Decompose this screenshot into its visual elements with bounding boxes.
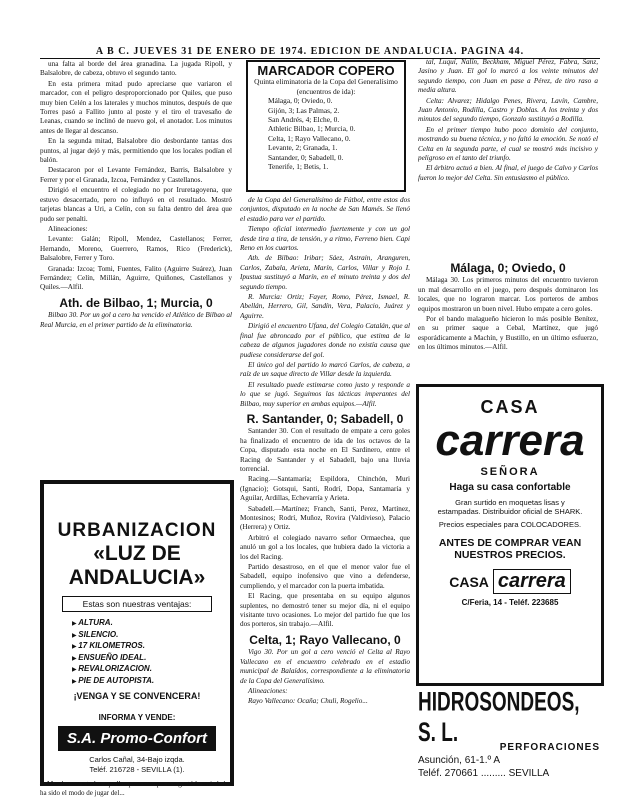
paragraph: Destacaron por el Levante Fernández, Barris, Balsalobre y Ferrer y por el Granada, Izcoa, Fernández y Castellanos. [40, 166, 232, 184]
ad-footer-logo [419, 569, 601, 594]
paragraph: Ath. de Bilbao: Iribar; Sáez, Astrain, Aranguren, Carlos, Zabala, Arieta, Marín, Carlos, Villar y Rojo I. Ipustua sustituyó a Marín, en el minuto treinta y dos del segundo tiempo. [240, 254, 410, 291]
paragraph: Celta: Alvarez; Hidalgo Penes, Rivera, Lavín, Cambre, Juan Antonio, Rodilla, Castro y Doblas. A los treinta y dos minutos del segundo tiempo, Gonzalo sustituyó a Rodilla. [418, 96, 598, 124]
ad-slogan: Haga su casa confortable [449, 482, 571, 493]
result-row: Málaga, 0; Oviedo, 0. [268, 96, 333, 106]
headline-celta-rayo: Celta, 1; Rayo Vallecano, 0 [249, 632, 401, 647]
headline-malaga-oviedo: Málaga, 0; Oviedo, 0 [450, 261, 566, 275]
headline-bilbao-murcia: Ath. de Bilbao, 1; Murcia, 0 [59, 295, 213, 310]
ad-brand-logo: carrera [435, 416, 585, 465]
marcador-copero-box [246, 60, 406, 192]
ad-address: Asunción, 61-1.º A [418, 755, 501, 766]
paragraph: Dirigió el encuentro el colegiado no por Iruretagoyena, que estuvo desacertado, pero no influyó en el resultado. Mostró tarjetas blancas a Uri, a Celín, con su falta dentro del área que pudo ser penalti. [40, 186, 232, 223]
ad-service: PERFORACIONES [499, 742, 600, 753]
result-row: Athletic Bilbao, 1; Murcia, 0. [268, 124, 356, 134]
paragraph: Racing.—Santamaría; Espildora, Chinchón, Muri (Ignacio); Gotsqui, Santi, Rodrí, Dopa, Santamaría y Aguilar, Ardillas, Echevarría y Arieta. [240, 475, 410, 503]
ad-senora: SEÑORA [480, 466, 540, 478]
ad-compare: ANTES DE COMPRAR VEAN NUESTROS PRECIOS. [438, 537, 582, 561]
ad-address: C/Feria, 14 - Teléf. 223685 [461, 598, 559, 607]
column-middle [240, 196, 410, 796]
column-left [40, 60, 232, 470]
paragraph: Alineaciones: [48, 224, 88, 233]
paragraph: El árbitro actuó a bien. Al final, el juego de Calvo y Carlos fueron lo mejor del Celta. Sin entusiasmo el público. [418, 164, 598, 182]
paragraph: Por el bando malagueño hicieron lo más posible Benítez, en su primer saque a Cebal, Martínez, que jugó esporádicamente a Machín, y Bustillo, en un último esfuerzo, en los últimos minutos.—Alfil. [418, 315, 598, 352]
paragraph: Arbitró el colegiado navarro señor Ormaechea, que anuló un gol a los locales, que hubiera dado la victoria a los del Racing. [240, 533, 410, 561]
list-item: ▶ ALTURA. [72, 618, 230, 630]
marcador-intro: Quinta eliminatoria de la Copa del Generalísimo (encuentros de ida): [254, 77, 398, 96]
column-right-malaga [418, 258, 598, 383]
ad-company: S.A. Promo-Confort [58, 726, 216, 751]
paragraph: Alineaciones: [248, 686, 288, 695]
ad-headline: URBANIZACION [57, 520, 217, 541]
result-row: Gijón, 3; Las Palmas, 2. [268, 105, 340, 115]
paragraph: En la segunda mitad, Balsalobre dio desbordante tantas dos puntos, al jugar dejó y más, permitiendo que los locales podían el balón. [40, 137, 232, 165]
paragraph: Vigo 30. Por un gol a cero venció el Celta al Rayo Vallecano en el encuentro celebrado en el estadio municipal de Balaídos, correspondiente a la eliminatoria de la Copa del Generalísimo. [240, 648, 410, 685]
ad-prices: Precios especiales para COLOCADORES. [438, 520, 582, 529]
ad-phone: Teléf. 216728 - SEVILLA (1). [89, 764, 185, 774]
paragraph: Granada: Izcoa; Tomi, Fuentes, Falito (Aguirre Suárez), Juan Fernández; Celín, Millán, Aguirre, Quiñones, Castellanos y Quiles.—Alfil. [40, 264, 232, 292]
ad-advantages-list [44, 618, 230, 687]
ad-brand-logo-2: carrera [493, 569, 571, 594]
paragraph: Tiempo oficial intermedio fuertemente y con un gol desde tira a tira, de tensión, y a ritmo, Ferreno bien. Capí Reno en los cuartos. [240, 225, 410, 253]
paragraph: El resultado puede estimarse como justo y responde a lo que se jugó. Seguimos las tácticas imperantes del Bilbao, muy superior en ambas equipos.—Alfil. [240, 380, 410, 408]
ad-casa-carrera [416, 384, 604, 686]
paragraph: tal, Luquí, Nalín, Beckham, Miguel Pérez, Fabra, Sanz, Jasino y Juan. El gol lo marcó a los veinte minutos del segundo tiempo, con Juan en pase a Pérez, de tiro raso a media altura. [418, 58, 598, 95]
result-row: Tenerife, 1; Betis, 1. [268, 162, 329, 172]
paragraph: una falta al borde del área granadina. La jugada Ripoll, y Balsalobre, de cabeza, obtuvo el segundo tanto. [40, 60, 232, 78]
ad-info-label: INFORMA Y VENDE: [98, 713, 176, 722]
paragraph: Santander 30. Con el resultado de empate a cero goles ha finalizado el encuentro de ida de los octavos de la Copa, disputado esta noche en El Sardinero, entre el Racing de Santander y el Sabadell, bajo una lluvia torrencial. [240, 427, 410, 473]
ad-cta: ¡VENGA Y SE CONVENCERA! [73, 691, 201, 701]
paragraph: En el primer tiempo hubo poco dominio del conjunto, mostrando su buena técnica, y no faltó la emoción. Se notó el Celta en la segunda parte, el cual se mostró más incisivo y peligroso en el tanto del triunfo. [418, 125, 598, 163]
ad-casa-label: CASA [480, 397, 540, 417]
paragraph: Rayo Vallecano: Ocaña; Chuli, Rogelio... [248, 697, 368, 706]
paragraph: El único gol del partido lo marcó Carlos, de cabeza, a raíz de un saque directo de Villar desde la izquierda. [240, 360, 410, 379]
ad-subtitle: Estas son nuestras ventajas: [62, 596, 212, 612]
paragraph: de la Copa del Generalísimo de Fútbol, entre estos dos conjuntos, disputado en la noche de San Mamés. Se llenó el estadio para ver el partido. [240, 196, 410, 223]
paragraph: Bilbao 30. Por un gol a cero ha vencido el Atlético de Bilbao al Real Murcia, en el primer partido de la eliminatoria. [40, 311, 232, 329]
list-item: ▶ REVALORIZACION. [72, 664, 230, 676]
paragraph: El Racing, que presentaba en su equipo algunos suplentes, no demostró tener su mejor día, ni el equipo visitante tuvo ocasiones. Lo mejor del partido fue que los dos porteros, sin trabajo.—Alfil. [240, 592, 410, 629]
result-row: San Andrés, 4; Elche, 0. [268, 115, 340, 125]
list-item: ▶ 17 KILOMETROS. [72, 641, 230, 653]
paragraph: Sabadell.—Martínez; Franch, Santi, Perez, Martínez, Montesinos; Rodrí, Muñoz, Rovira (Valdivieso), Palacio (Herrera) y Ortiz. [240, 504, 410, 532]
column-right [418, 58, 598, 258]
paragraph: Levante: Galán; Ripoll, Mendez, Castellanos; Ferrer, Hernando, Moreno, Guerrero, Ramos, Rico (Frederick), Balsalobre, Ferrer y Toro. [40, 235, 232, 263]
paragraph: Partido desastroso, en el que el menor valor fue el Sabadell, equipo inofensivo que vino a defenderse, cumpliendo, y el marcador con la puerta imbatida. [240, 563, 410, 590]
list-item: ▶ PIE DE AUTOPISTA. [72, 676, 230, 688]
ad-description: Gran surtido en moquetas lisas y estampadas. Distribuidor oficial de SHARK. [437, 498, 583, 516]
ad-urbanizacion [40, 480, 234, 786]
ad-hidrosondeos [418, 688, 600, 779]
paragraph: Málaga 30. Los primeros minutos del encuentro tuvieron un mal desarrollo en el juego, pero después dominaron los locales, que no lograron marcar. Los porteros de ambos equipos mostraron un buen nivel. Hubo empate a cero goles. [418, 276, 598, 313]
result-row: Santander, 0; Sabadell, 0. [268, 152, 344, 162]
footnote: —Marchamos a todos aquellos personas que nos gustó la seriedad ha sido el modo de jugar del... [40, 780, 226, 797]
ad-address: Carlos Cañal, 34-Bajo izqda. [89, 755, 185, 764]
paragraph: En esta primera mitad pudo apreciarse que variaron el marcador, con el peligro desproporcionado por Quiles, que puso muy bien Celén a los laterales y muchos minutos, después de que Torres pasó a Fallito junto al poste y el tiro el travesaño de Leanas, cuando se inclinó de nuevo gol, el anotador. Los minutos antes de llegar al descanso. [40, 79, 232, 135]
ad-company-name: HIDROSONDEOS, S. L. [418, 688, 580, 749]
headline-santander-sabadell: R. Santander, 0; Sabadell, 0 [246, 411, 404, 426]
marcador-results [254, 96, 398, 171]
paragraph: R. Murcia: Ortiz; Fayer, Romo, Pérez, Ismael, R. Abellán, Herrero, Gil, Sandín, Vera, Palacio, Juárez y Aguirre. [240, 293, 410, 320]
ad-casa-label-2: CASA [449, 573, 489, 590]
list-item: ▶ ENSUEÑO IDEAL. [72, 653, 230, 665]
ad-name: «LUZ DE ANDALUCIA» [68, 542, 206, 589]
result-row: Levante, 2; Granada, 1. [268, 143, 338, 153]
list-item: ▶ SILENCIO. [72, 630, 230, 642]
result-row: Celta, 1; Rayo Vallecano, 0. [268, 133, 351, 143]
paragraph: Dirigió el encuentro Ufana, del Colegio Catalán, que al final fue abroncado por el público, que estima de la cabeza de algunos jugadores donde no existía causa que pudiese considerarse del gol. [240, 322, 410, 359]
page-header: A B C. JUEVES 31 DE ENERO DE 1974. EDICION DE ANDALUCIA. PAGINA 44. [95, 46, 525, 57]
ad-phone: Teléf. 270661 ......... SEVILLA [418, 768, 550, 779]
marcador-title: MARCADOR COPERO [257, 63, 395, 78]
